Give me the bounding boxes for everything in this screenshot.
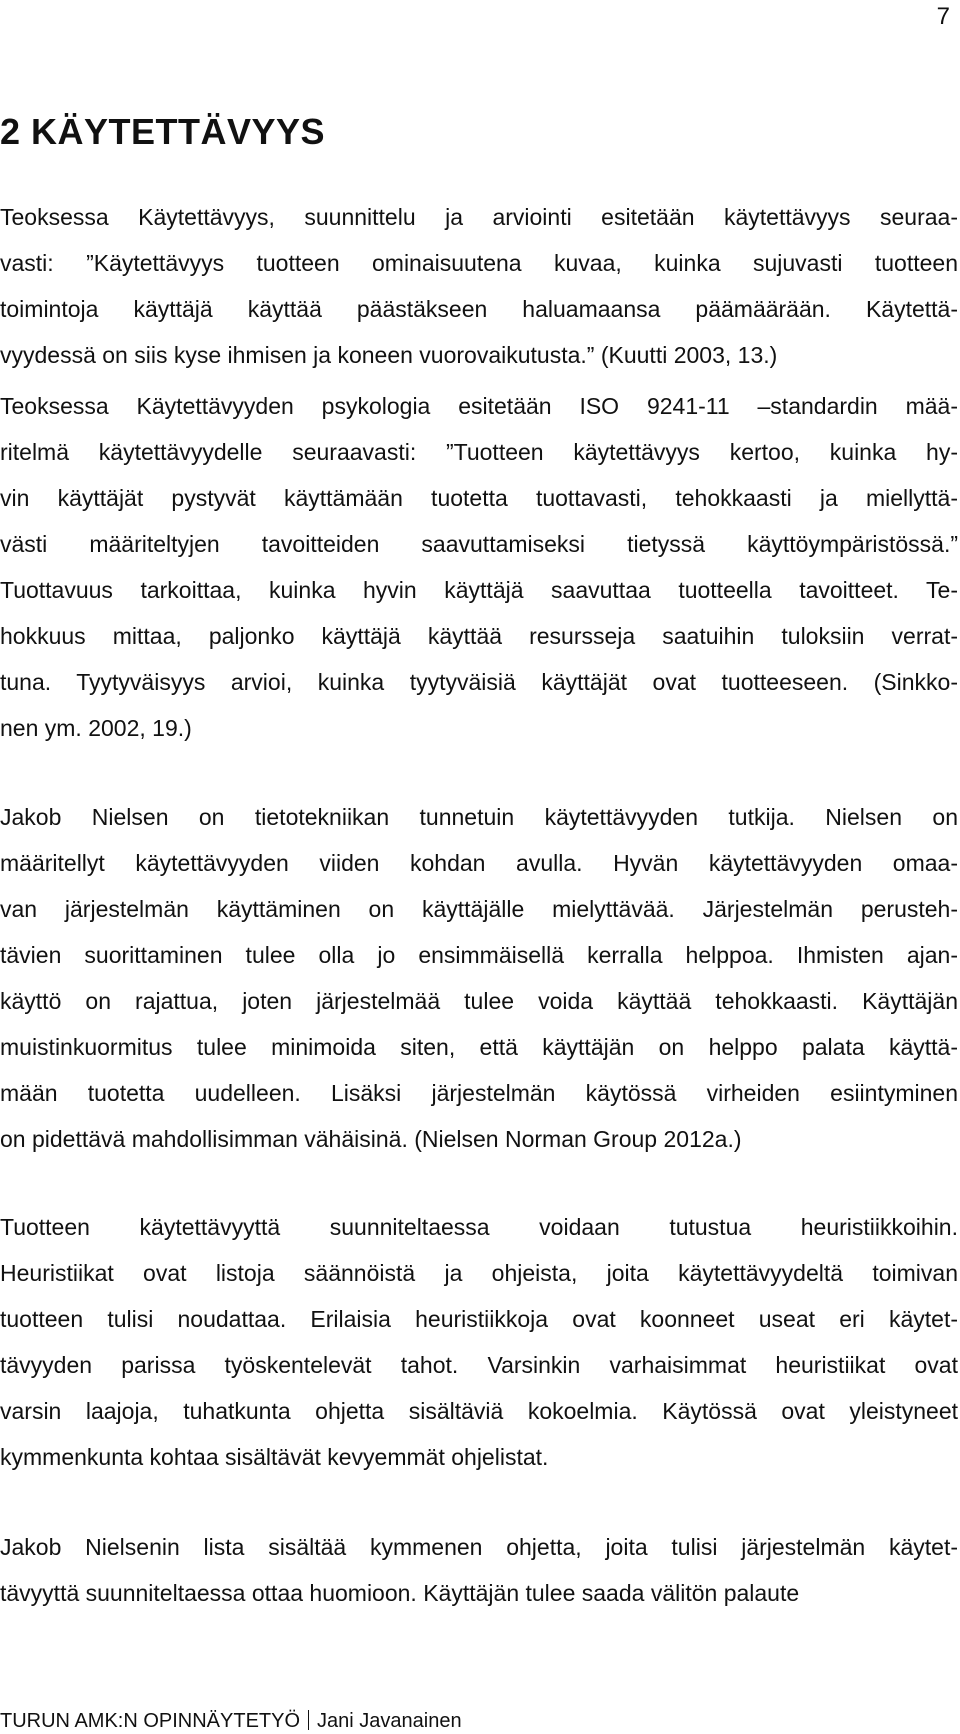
paragraph-2-line: Teoksessa Käytettävyyden psykologia esitetään ISO 9241-11 –standardin mää- (0, 393, 958, 419)
paragraph-3 (0, 794, 958, 1162)
paragraph-4 (0, 1204, 958, 1480)
paragraph-2 (0, 383, 958, 751)
paragraph-5-line: Jakob Nielsenin lista sisältää kymmenen ohjetta, joita tulisi järjestelmän käytet- (0, 1534, 958, 1560)
paragraph-4-line: Tuotteen käytettävyyttä suunniteltaessa voidaan tutustua heuristiikkoihin. (0, 1214, 958, 1240)
paragraph-2-line: vin käyttäjät pystyvät käyttämään tuotetta tuottavasti, tehokkaasti ja miellyttä- (0, 485, 958, 511)
paragraph-4-line: varsin laajoja, tuhatkunta ohjetta sisältäviä kokoelmia. Käytössä ovat yleistyneet (0, 1398, 958, 1424)
paragraph-2-line: hokkuus mittaa, paljonko käyttäjä käyttää resursseja saatuihin tuloksiin verrat- (0, 623, 958, 649)
page-footer (0, 1708, 462, 1734)
paragraph-3-line: mään tuotetta uudelleen. Lisäksi järjestelmän käytössä virheiden esiintyminen (0, 1080, 958, 1106)
paragraph-3-line: van järjestelmän käyttäminen on käyttäjälle mielyttävää. Järjestelmän perusteh- (0, 896, 958, 922)
paragraph-4-line: tävyyden parissa työskentelevät tahot. Varsinkin varhaisimmat heuristiikat ovat (0, 1352, 958, 1378)
chapter-heading: 2 KÄYTETTÄVYYS (0, 111, 326, 152)
paragraph-5-line: tävyyttä suunniteltaessa ottaa huomioon. Käyttäjän tulee saada välitön palaute (0, 1580, 800, 1606)
paragraph-2-line: Tuottavuus tarkoittaa, kuinka hyvin käyttäjä saavuttaa tuotteella tavoitteet. Te- (0, 577, 958, 603)
footer-author: Jani Javanainen (317, 1710, 462, 1732)
paragraph-2-line: nen ym. 2002, 19.) (0, 715, 192, 741)
paragraph-1-line: vyydessä on siis kyse ihmisen ja koneen vuorovaikutusta.” (Kuutti 2003, 13.) (0, 342, 778, 368)
paragraph-4-line: tuotteen tulisi noudattaa. Erilaisia heuristiikkoja ovat koonneet useat eri käytet- (0, 1306, 958, 1332)
paragraph-1-line: toimintoja käyttäjä käyttää päästäkseen haluamaansa päämäärään. Käytettä- (0, 296, 958, 322)
paragraph-3-line: tävien suorittaminen tulee olla jo ensimmäisellä kerralla helppoa. Ihmisten ajan- (0, 942, 958, 968)
paragraph-2-line: ritelmä käytettävyydelle seuraavasti: ”Tuotteen käytettävyys kertoo, kuinka hy- (0, 439, 958, 465)
paragraph-1 (0, 194, 958, 378)
footer-institution: TURUN AMK:N OPINNÄYTETYÖ (0, 1710, 301, 1732)
paragraph-3-line: määritellyt käytettävyyden viiden kohdan avulla. Hyvän käytettävyyden omaa- (0, 850, 958, 876)
paragraph-3-line: käyttö on rajattua, joten järjestelmää tulee voida käyttää tehokkaasti. Käyttäjän (0, 988, 958, 1014)
paragraph-4-line: kymmenkunta kohtaa sisältävät kevyemmät ohjelistat. (0, 1444, 549, 1470)
paragraph-2-line: västi määriteltyjen tavoitteiden saavuttamiseksi tietyssä käyttöympäristössä.” (0, 531, 958, 557)
footer-separator (308, 1710, 309, 1730)
paragraph-4-line: Heuristiikat ovat listoja säännöistä ja ohjeista, joita käytettävyydeltä toimivan (0, 1260, 958, 1286)
page-number: 7 (936, 3, 950, 30)
paragraph-2-line: tuna. Tyytyväisyys arvioi, kuinka tyytyväisiä käyttäjät ovat tuotteeseen. (Sinkko- (0, 669, 958, 695)
paragraph-1-line: Teoksessa Käytettävyys, suunnittelu ja arviointi esitetään käytettävyys seuraa- (0, 204, 958, 230)
paragraph-3-line: on pidettävä mahdollisimman vähäisinä. (Nielsen Norman Group 2012a.) (0, 1126, 742, 1152)
paragraph-3-line: muistinkuormitus tulee minimoida siten, että käyttäjän on helppo palata käyttä- (0, 1034, 958, 1060)
paragraph-1-line: vasti: ”Käytettävyys tuotteen ominaisuutena kuvaa, kuinka sujuvasti tuotteen (0, 250, 958, 276)
paragraph-5 (0, 1524, 958, 1616)
paragraph-3-line: Jakob Nielsen on tietotekniikan tunnetuin käytettävyyden tutkija. Nielsen on (0, 804, 958, 830)
